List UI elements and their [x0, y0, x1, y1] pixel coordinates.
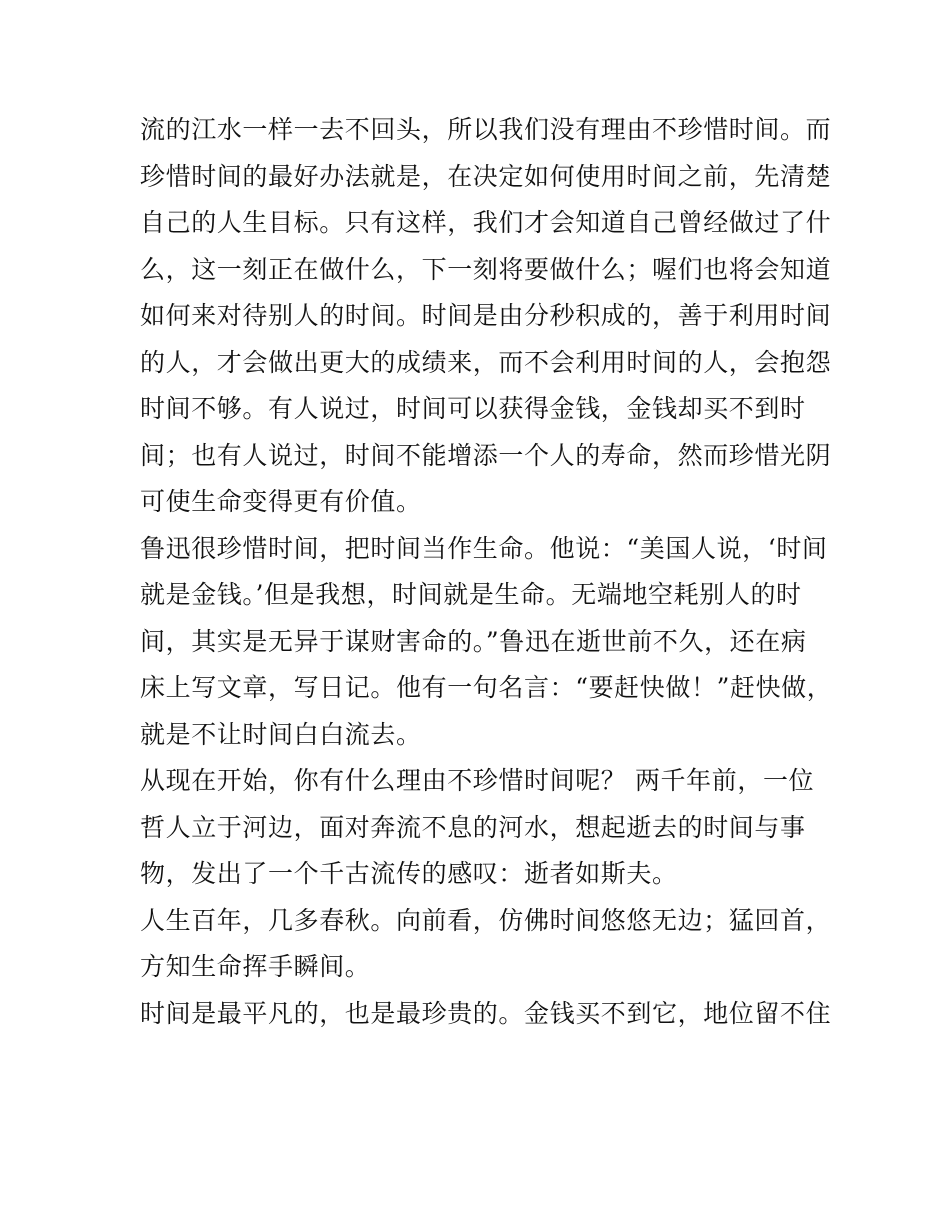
document-body-text — [140, 107, 840, 1037]
text-line: 流的江水一样一去不回头，所以我们没有理由不珍惜时间。而 — [140, 115, 832, 144]
text-line: 就是金钱。’但是我想，时间就是生命。无端地空耗别人的时 — [140, 580, 802, 609]
text-line: 时间是最平凡的，也是最珍贵的。金钱买不到它，地位留不住 — [140, 998, 832, 1028]
text-line: 间，其实是无异于谋财害命的。”鲁迅在逝世前不久，还在病 — [140, 626, 807, 656]
text-line: 的人，才会做出更大的成绩来，而不会利用时间的人，会抱怨 — [140, 347, 832, 377]
text-line: 鲁迅很珍惜时间，把时间当作生命。他说：“美国人说，‘时间 — [140, 533, 828, 563]
text-line: 如何来对待别人的时间。时间是由分秒积成的，善于利用时间 — [140, 301, 832, 330]
text-line: 人生百年，几多春秋。向前看，仿佛时间悠悠无边；猛回首， — [140, 905, 832, 935]
text-line: 间；也有人说过，时间不能增添一个人的寿命，然而珍惜光阴 — [140, 440, 832, 470]
text-line: 方知生命挥手瞬间。 — [140, 952, 371, 981]
text-line: 时间不够。有人说过，时间可以获得金钱，金钱却买不到时 — [140, 394, 806, 423]
text-line: 就是不让时间白白流去。 — [140, 719, 422, 749]
text-line: 么，这一刻正在做什么，下一刻将要做什么；喔们也将会知道 — [140, 254, 832, 284]
text-line: 物，发出了一个千古流传的感叹：逝者如斯夫。 — [140, 859, 678, 888]
text-line: 珍惜时间的最好办法就是，在决定如何使用时间之前，先清楚 — [140, 161, 832, 191]
text-line: 从现在开始，你有什么理由不珍惜时间呢？ 两千年前，一位 — [140, 766, 815, 795]
text-line: 可使生命变得更有价值。 — [140, 487, 422, 516]
text-line: 哲人立于河边，面对奔流不息的河水，想起逝去的时间与事 — [140, 812, 806, 842]
text-line: 床上写文章，写日记。他有一句名言：“要赶快做！”赶快做， — [140, 673, 833, 702]
text-line: 自己的人生目标。只有这样，我们才会知道自己曾经做过了什 — [140, 208, 832, 237]
